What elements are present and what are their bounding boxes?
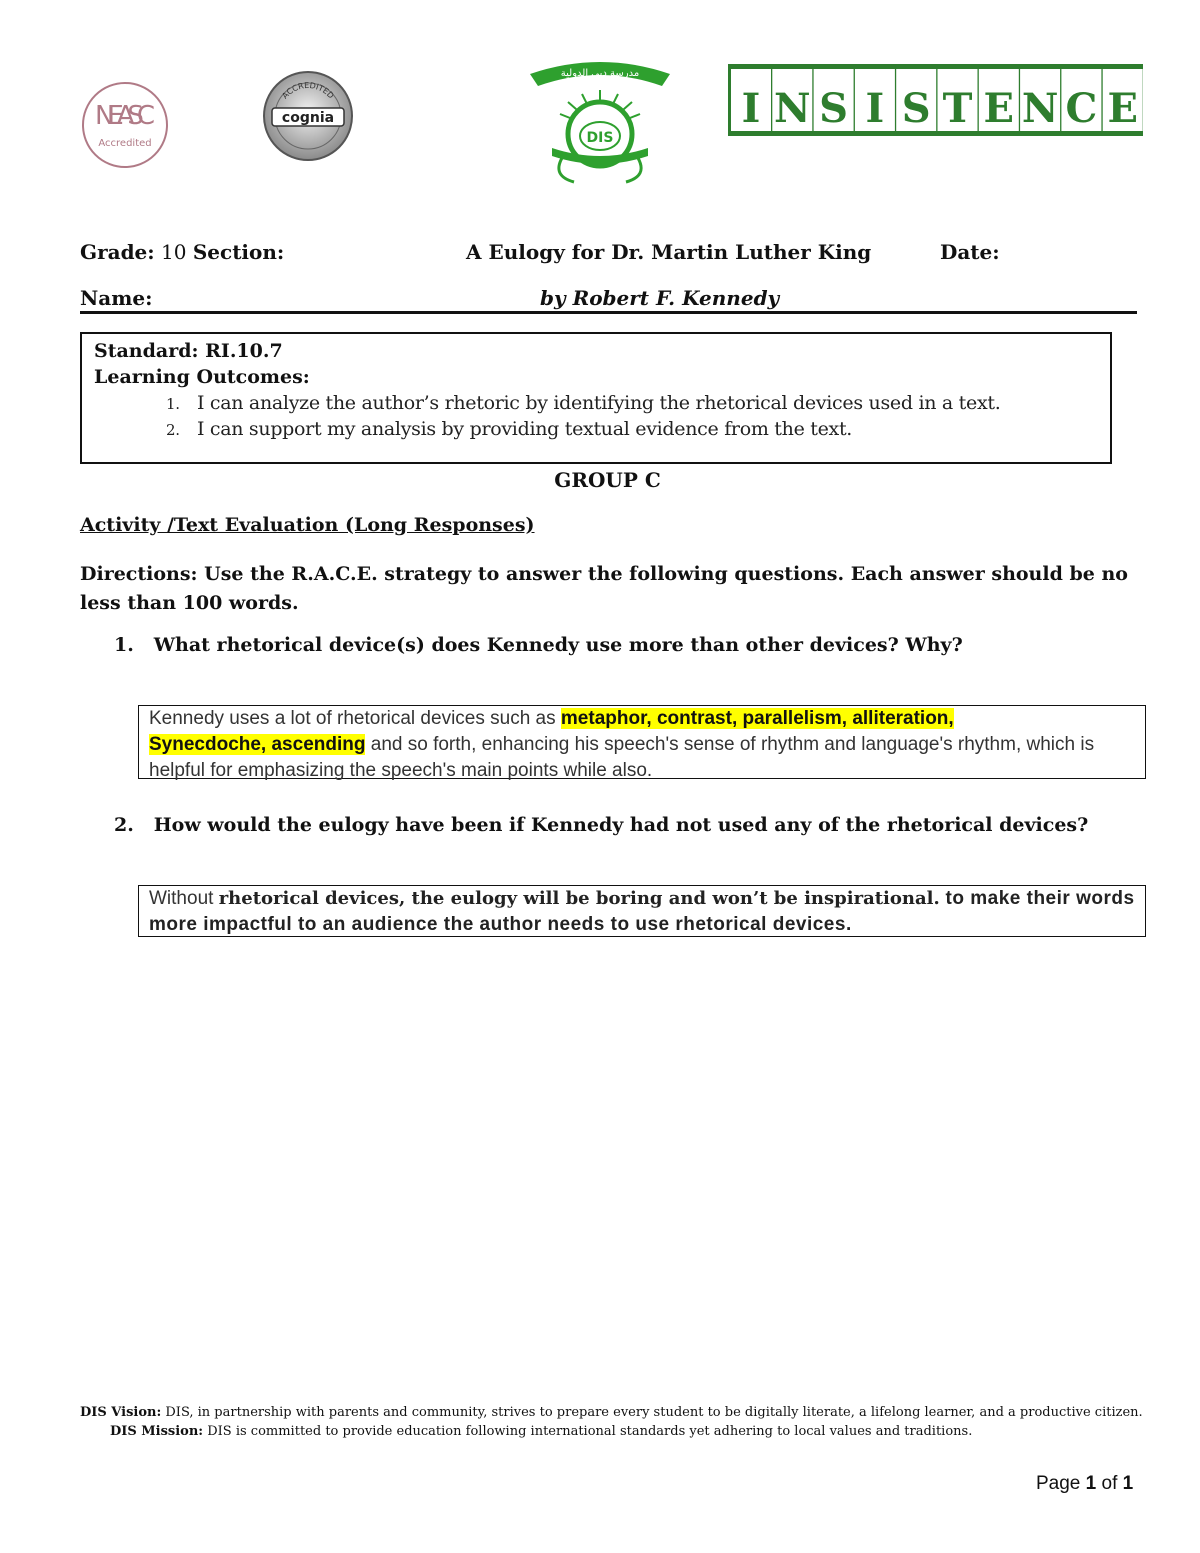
activity-title: Activity /Text Evaluation (Long Responses) — [80, 514, 535, 536]
learning-outcomes-label: Learning Outcomes: — [94, 366, 310, 388]
cognia-logo — [262, 70, 354, 162]
section-label: Section: — [192, 240, 285, 264]
question-text: How would the eulogy have been if Kennedy had not used any of the rhetorical devices? — [153, 814, 1089, 836]
directions-text: Directions: Use the R.A.C.E. strategy to answer the following questions. Each answer should be no less than 100 words. — [80, 563, 1128, 614]
cognia-top-text: ACCREDITED — [280, 80, 336, 101]
answer-highlight: metaphor, contrast, parallelism, alliteration, — [560, 708, 954, 729]
answer-bold: to make their words more impactful to an audience the author needs to use rhetorical devices. — [149, 888, 1135, 935]
document-author: by Robert F. Kennedy — [540, 286, 780, 310]
outcome-item — [166, 392, 1000, 414]
question-number: 1. — [114, 634, 134, 656]
page-number — [1036, 1473, 1133, 1495]
grade-value: 10 — [161, 240, 187, 264]
mission-text: DIS is committed to provide education following international standards yet adhering to local values and traditions. — [203, 1424, 973, 1439]
insistence-letter: S — [819, 85, 849, 132]
neasc-logo-text: NEASC — [95, 101, 155, 131]
outcome-number: 1. — [166, 395, 180, 413]
answer-text: Without — [149, 888, 219, 909]
insistence-letter: N — [1021, 85, 1059, 132]
insistence-letter: T — [942, 85, 973, 132]
insistence-letter: E — [1107, 85, 1138, 132]
page-total: 1 — [1122, 1473, 1134, 1494]
insistence-letter: S — [901, 85, 931, 132]
header-divider — [80, 311, 1137, 314]
outcome-number: 2. — [166, 421, 180, 439]
group-heading: GROUP C — [554, 468, 661, 492]
outcome-text: I can support my analysis by providing textual evidence from the text. — [196, 418, 853, 440]
dis-school-logo — [522, 52, 678, 188]
vision-text: DIS, in partnership with parents and community, strives to prepare every student to be digitally literate, a lifelong learner, and a productive citizen. — [161, 1405, 1143, 1420]
cognia-main-text: cognia — [281, 110, 335, 126]
footer-vision — [80, 1405, 1143, 1420]
grade-label: Grade: — [80, 240, 155, 264]
standard-box — [80, 332, 1112, 464]
grade-field — [80, 240, 284, 264]
date-label: Date: — [940, 240, 1000, 264]
answer-bold: rhetorical devices, the eulogy will be boring and won’t be inspirational. — [218, 888, 940, 909]
insistence-letter: N — [774, 85, 811, 132]
dis-arabic-text: مدرسة دبي الدولية — [560, 68, 640, 79]
page-of: of — [1101, 1473, 1118, 1494]
insistence-letter: C — [1065, 85, 1098, 132]
question-text: What rhetorical device(s) does Kennedy use more than other devices? Why? — [153, 634, 963, 656]
standard-code: Standard: RI.10.7 — [94, 340, 283, 362]
question-1 — [114, 634, 963, 656]
answer-text: Kennedy uses a lot of rhetorical devices such as — [149, 708, 561, 729]
vision-label: DIS Vision: — [80, 1405, 162, 1420]
mission-label: DIS Mission: — [110, 1424, 204, 1439]
footer-mission — [110, 1424, 972, 1439]
name-label: Name: — [80, 286, 153, 310]
answer-box-2[interactable] — [138, 885, 1146, 937]
answer-highlight: Synecdoche, ascending — [149, 734, 366, 755]
insistence-letter: I — [741, 85, 761, 132]
insistence-letter: E — [983, 85, 1015, 132]
page-label: Page — [1036, 1473, 1081, 1494]
answer-box-1[interactable] — [138, 705, 1146, 779]
question-2 — [114, 814, 1088, 836]
document-title: A Eulogy for Dr. Martin Luther King — [466, 240, 872, 264]
name-field — [80, 286, 153, 310]
dis-initials: DIS — [586, 130, 614, 146]
outcome-item — [166, 418, 852, 440]
neasc-logo-sub: Accredited — [98, 138, 152, 149]
insistence-letter: I — [865, 85, 885, 132]
page-current: 1 — [1085, 1473, 1097, 1494]
answer-text: and so forth, enhancing his speech's sense of rhythm and language's rhythm, which is helpful for emphasizing the speech's main points while also. — [149, 734, 1095, 781]
date-field — [940, 240, 1000, 264]
insistence-banner — [728, 64, 1143, 136]
question-number: 2. — [114, 814, 134, 836]
outcome-text: I can analyze the author’s rhetoric by identifying the rhetorical devices used in a text. — [196, 392, 1001, 414]
neasc-logo — [80, 80, 170, 170]
